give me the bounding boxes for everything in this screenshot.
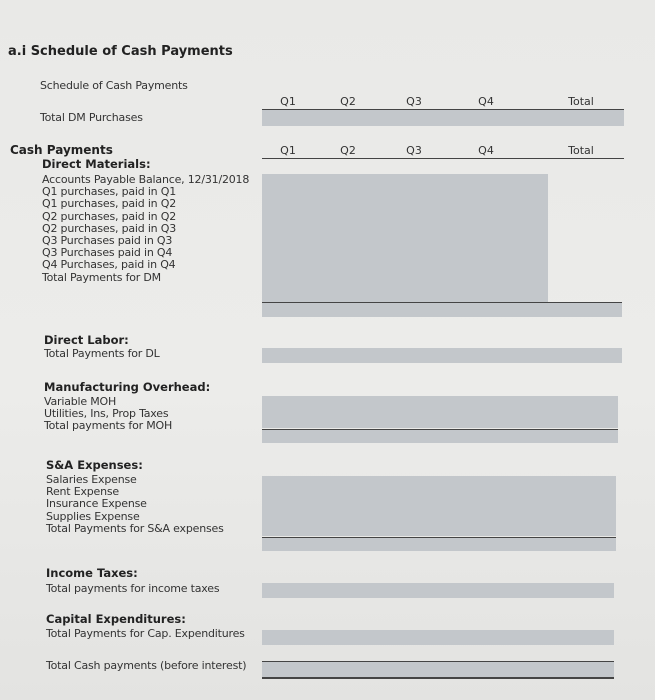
capex-total-label: Total Payments for Cap. Expenditures xyxy=(46,627,245,640)
capex-total-input[interactable] xyxy=(262,630,614,645)
col-header-q3: Q3 xyxy=(406,95,422,108)
cash-col-header-q3: Q3 xyxy=(406,144,422,157)
dm-total-input[interactable] xyxy=(262,303,622,317)
cash-payments-heading: Cash Payments xyxy=(10,143,113,157)
col-header-total: Total xyxy=(568,95,594,108)
dm-item: Q2 purchases, paid in Q3 xyxy=(42,221,177,235)
dl-total-input[interactable] xyxy=(262,348,622,363)
income-taxes-total-input[interactable] xyxy=(262,583,614,598)
capex-heading: Capital Expenditures: xyxy=(46,612,186,626)
total-dm-purchases-input[interactable] xyxy=(262,110,624,126)
cash-col-header-total: Total xyxy=(568,144,594,157)
sa-heading: S&A Expenses: xyxy=(46,458,143,472)
dm-item: Q1 purchases, paid in Q1 xyxy=(42,185,177,199)
col-header-q1: Q1 xyxy=(280,95,296,108)
dm-item: Q2 purchases, paid in Q2 xyxy=(42,209,177,223)
cash-col-header-q2: Q2 xyxy=(340,144,356,157)
sa-item: Insurance Expense xyxy=(46,497,147,511)
income-taxes-total-label: Total payments for income taxes xyxy=(46,582,220,595)
dm-item: Accounts Payable Balance, 12/31/2018 xyxy=(42,173,250,186)
sa-input-grid[interactable] xyxy=(262,476,616,536)
sa-item: Salaries Expense xyxy=(46,473,137,486)
sa-total-label: Total Payments for S&A expenses xyxy=(46,521,224,535)
direct-materials-list xyxy=(42,174,249,284)
moh-heading: Manufacturing Overhead: xyxy=(44,380,211,394)
sa-item: Rent Expense xyxy=(46,485,119,499)
sa-total-input[interactable] xyxy=(262,538,616,551)
cash-header-underline xyxy=(262,158,624,159)
moh-input-grid[interactable] xyxy=(262,396,618,428)
dm-item: Q1 purchases, paid in Q2 xyxy=(42,197,177,211)
moh-item: Utilities, Ins, Prop Taxes xyxy=(44,407,169,421)
direct-materials-heading: Direct Materials: xyxy=(42,157,151,171)
moh-list xyxy=(44,396,172,433)
cash-col-header-q1: Q1 xyxy=(280,144,296,157)
dl-total-label: Total Payments for DL xyxy=(44,347,160,360)
income-taxes-heading: Income Taxes: xyxy=(46,566,138,580)
dm-total-label: Total Payments for DM xyxy=(42,270,161,284)
schedule-subtitle: Schedule of Cash Payments xyxy=(40,79,188,92)
col-header-q2: Q2 xyxy=(340,95,356,108)
cash-col-header-q4: Q4 xyxy=(478,144,494,157)
col-header-q4: Q4 xyxy=(478,95,494,108)
dm-item: Q4 Purchases, paid in Q4 xyxy=(42,258,176,272)
direct-labor-heading: Direct Labor: xyxy=(44,333,129,347)
total-dm-purchases-label: Total DM Purchases xyxy=(40,111,143,124)
dm-item: Q3 Purchases paid in Q3 xyxy=(42,233,173,247)
moh-item: Variable MOH xyxy=(44,395,117,408)
total-cash-label: Total Cash payments (before interest) xyxy=(46,659,247,672)
moh-total-input[interactable] xyxy=(262,430,618,443)
sa-item: Supplies Expense xyxy=(46,509,140,523)
page-title: a.i Schedule of Cash Payments xyxy=(8,44,233,59)
dm-item: Q3 Purchases paid in Q4 xyxy=(42,246,173,260)
moh-total-label: Total payments for MOH xyxy=(44,419,173,433)
total-cash-input[interactable] xyxy=(262,661,614,679)
dm-payments-input-grid[interactable] xyxy=(262,174,548,302)
sa-list xyxy=(46,474,224,535)
